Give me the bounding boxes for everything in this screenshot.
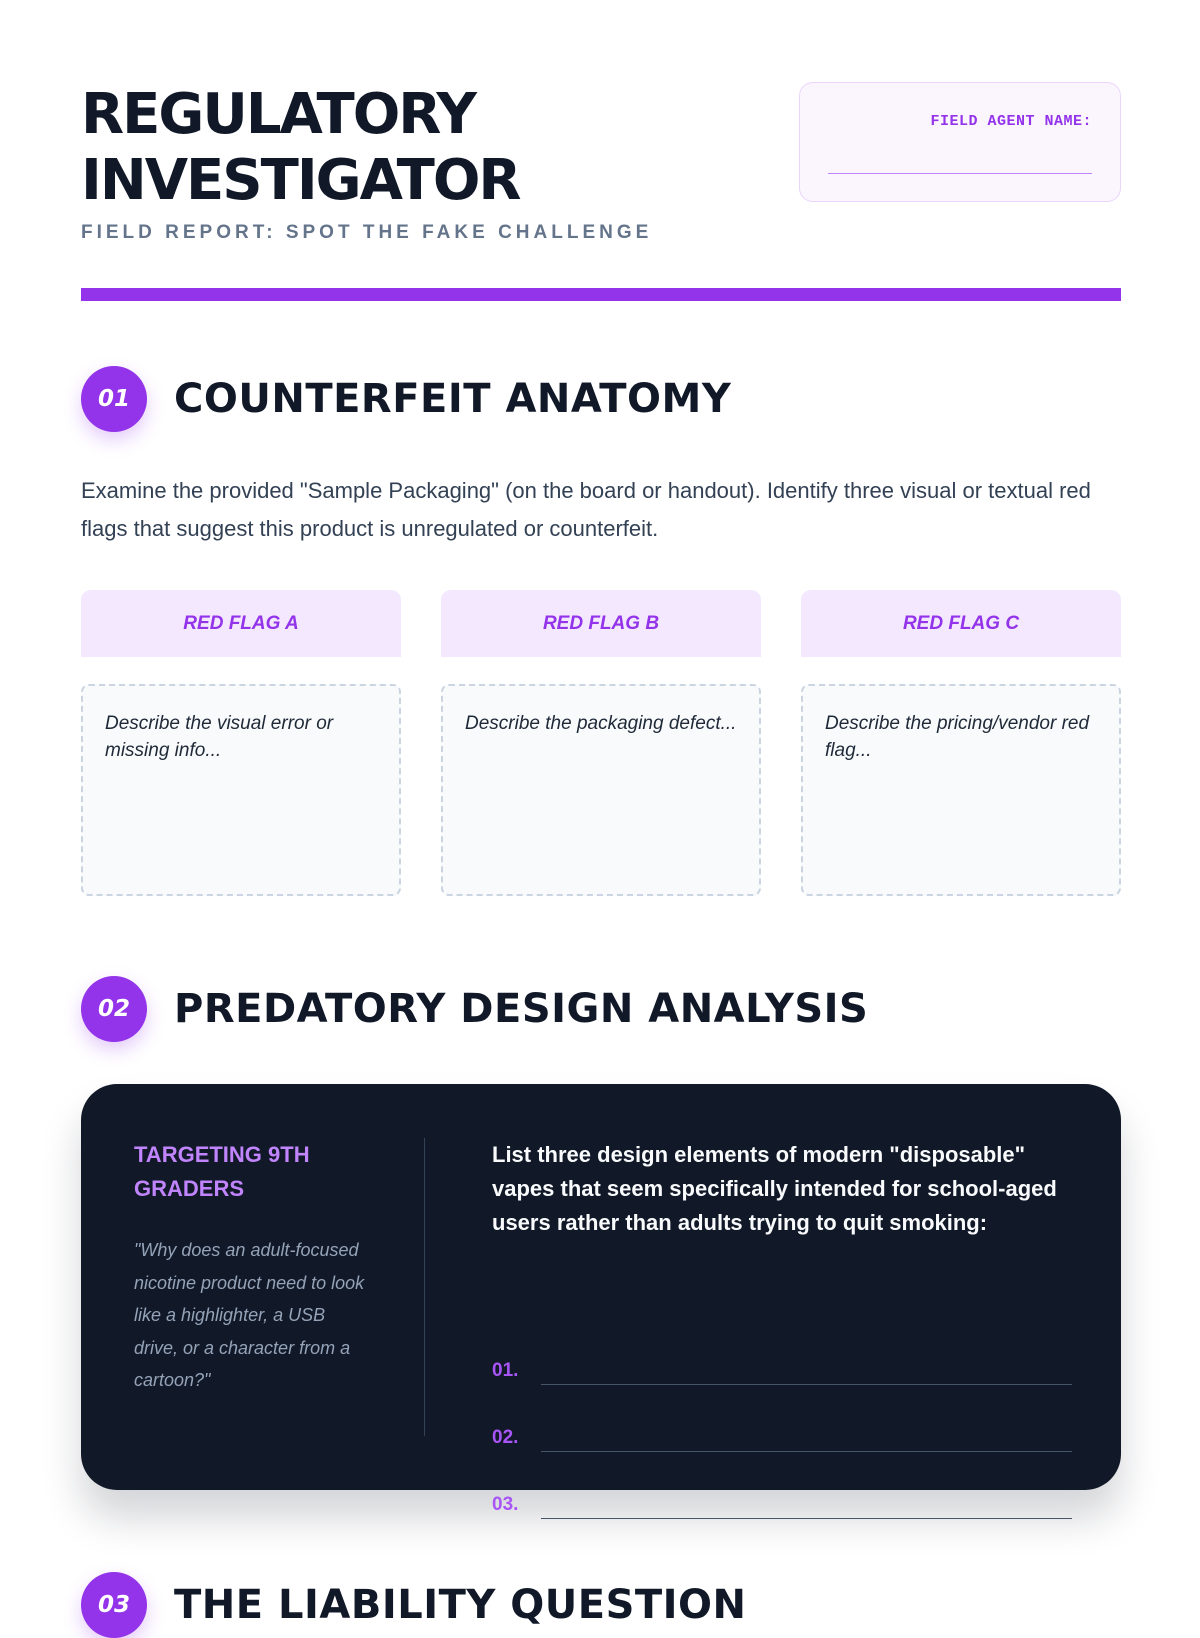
red-flag-label: RED FLAG B: [441, 590, 761, 657]
panel-prompt: List three design elements of modern "disposable" vapes that seem specifically intended for school-aged users rather than adults trying to quit smoking:: [492, 1142, 1057, 1235]
section-title: COUNTERFEIT ANATOMY: [174, 376, 732, 422]
agent-name-label: FIELD AGENT NAME:: [930, 113, 1092, 130]
answer-number: 02.: [492, 1427, 519, 1448]
red-flag-card-c: [801, 590, 1121, 761]
answer-row: [492, 1350, 1072, 1390]
agent-name-box: [799, 82, 1121, 202]
section-number-badge: 01: [81, 366, 147, 432]
section-01-instructions: Examine the provided "Sample Packaging" (on the board or handout). Identify three visual or textual red flags that suggest this product is unregulated or counterfeit.: [81, 478, 1091, 541]
panel-sidebar: [134, 1138, 374, 1397]
panel-divider: [424, 1138, 425, 1436]
answer-field[interactable]: [541, 1518, 1072, 1519]
page-title-line1: REGULATORY: [81, 82, 475, 147]
red-flag-answer-box[interactable]: Describe the visual error or missing info...: [81, 684, 401, 896]
design-analysis-panel: [81, 1084, 1121, 1515]
section-03-heading: [81, 1572, 1121, 1638]
page-title: [81, 82, 681, 214]
red-flag-answer-box[interactable]: Describe the packaging defect...: [441, 684, 761, 896]
red-flag-card-b: [441, 590, 761, 734]
red-flag-card-a: [81, 590, 401, 761]
red-flag-label: RED FLAG C: [801, 590, 1121, 657]
section-title: THE LIABILITY QUESTION: [174, 1582, 747, 1628]
header: [81, 82, 1121, 242]
answer-field[interactable]: [541, 1384, 1072, 1385]
answer-field[interactable]: [541, 1451, 1072, 1452]
section-number-badge: 02: [81, 976, 147, 1042]
answer-row: [492, 1417, 1072, 1457]
section-number-badge: 03: [81, 1572, 147, 1638]
red-flag-answer-box[interactable]: Describe the pricing/vendor red flag...: [801, 684, 1121, 896]
section-02-heading: [81, 976, 1121, 1042]
red-flag-label: RED FLAG A: [81, 590, 401, 657]
answer-row: [492, 1484, 1072, 1524]
answer-number: 01.: [492, 1360, 519, 1381]
agent-name-field[interactable]: [828, 173, 1092, 174]
panel-quote: "Why does an adult-focused nicotine product need to look like a highlighter, a USB drive, or a character from a cartoon?": [134, 1240, 365, 1390]
answer-number: 03.: [492, 1494, 519, 1515]
page-subtitle: FIELD REPORT: SPOT THE FAKE CHALLENGE: [81, 222, 653, 243]
section-title: PREDATORY DESIGN ANALYSIS: [174, 986, 869, 1032]
panel-tag: TARGETING 9TH GRADERS: [134, 1142, 310, 1201]
page-title-line2: INVESTIGATOR: [81, 148, 520, 213]
header-divider: [81, 288, 1121, 301]
panel-main: [492, 1138, 1072, 1515]
section-01-heading: [81, 366, 1121, 432]
